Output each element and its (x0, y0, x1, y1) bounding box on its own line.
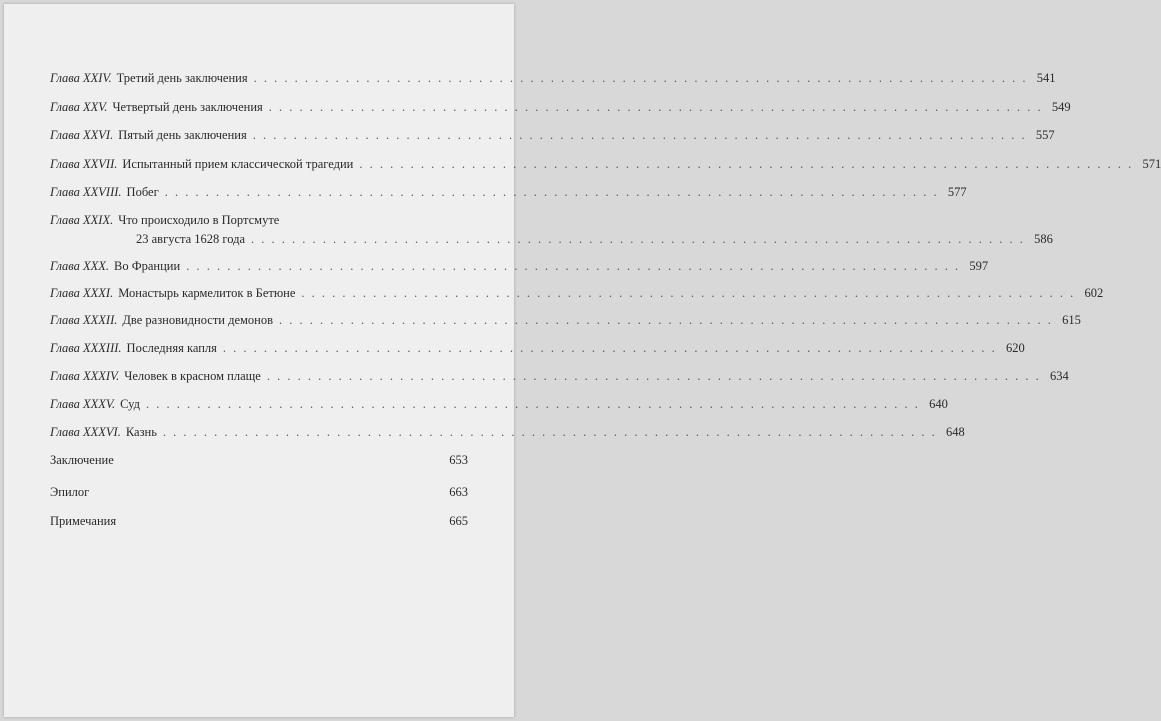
chapter-number: Глава XXXII. (50, 313, 118, 327)
page-number: 577 (947, 185, 967, 199)
section-title: Примечания (50, 514, 117, 528)
toc-entry (50, 453, 468, 468)
page-number: 602 (1084, 286, 1104, 300)
chapter-number: Глава XXIX. (50, 213, 114, 227)
dot-leader (165, 185, 939, 200)
chapter-title: Последняя капля (126, 341, 217, 355)
chapter-title: Четвертый день заключения (112, 100, 263, 114)
page-number: 549 (1051, 100, 1071, 114)
dot-leader (267, 369, 1041, 384)
chapter-number: Глава XXVI. (50, 128, 114, 142)
chapter-title: Человек в красном плаще (124, 369, 261, 383)
chapter-title-line2: 23 августа 1628 года (136, 232, 246, 246)
page-number: 665 (449, 514, 468, 528)
toc-entry (50, 286, 1104, 301)
chapter-number: Глава XXX. (50, 259, 110, 273)
toc-entry (50, 369, 1069, 384)
chapter-title: Монастырь кармелиток в Бетюне (118, 286, 296, 300)
chapter-title: Пятый день заключения (118, 128, 247, 142)
chapter-number: Глава XXVII. (50, 157, 118, 171)
toc-entry (50, 185, 967, 200)
chapter-title: Казнь (125, 425, 157, 439)
chapter-title: Две разновидности демонов (122, 313, 274, 327)
dot-leader (301, 286, 1075, 301)
page-number: 640 (929, 397, 948, 411)
section-title: Заключение (50, 453, 114, 467)
dot-leader (359, 157, 1133, 172)
page-number: 557 (1035, 128, 1055, 142)
page-number: 615 (1062, 313, 1081, 327)
page-number: 620 (1006, 341, 1025, 355)
chapter-number: Глава XXXV. (50, 397, 116, 411)
page-number: 586 (1034, 232, 1053, 246)
dot-leader (279, 313, 1053, 328)
dot-leader (254, 71, 1028, 86)
chapter-number: Глава XXV. (50, 100, 108, 114)
toc-entry (50, 100, 1071, 115)
page-number: 634 (1049, 369, 1069, 383)
toc-entry (50, 157, 1161, 172)
chapter-number: Глава XXXIII. (50, 341, 122, 355)
dot-leader (186, 259, 960, 274)
chapter-title: Что происходило в Портсмуте (118, 213, 280, 227)
chapter-number: Глава XXXIV. (50, 369, 120, 383)
section-title: Эпилог (50, 485, 90, 499)
dot-leader (146, 397, 920, 412)
chapter-title: Испытанный прием классической трагедии (122, 157, 354, 171)
toc-entry (50, 128, 1055, 143)
chapter-number: Глава XXXI. (50, 286, 114, 300)
chapter-number: Глава XXVIII. (50, 185, 122, 199)
toc-entry (50, 259, 989, 274)
toc-entry (50, 514, 468, 529)
chapter-title: Суд (120, 397, 140, 411)
chapter-title: Побег (126, 185, 159, 199)
chapter-number: Глава XXIV. (50, 71, 112, 85)
toc-entry (50, 341, 1025, 356)
chapter-title: Третий день заключения (116, 71, 248, 85)
page-number: 597 (969, 259, 989, 273)
toc-entry (50, 313, 1081, 328)
book-page (4, 4, 1161, 717)
toc-entry (50, 485, 468, 500)
toc-entry (50, 213, 1053, 247)
dot-leader (251, 232, 1025, 247)
toc-entry (50, 71, 1056, 86)
dot-leader (269, 100, 1043, 115)
table-of-contents (4, 4, 1161, 717)
toc-entry (50, 397, 948, 412)
chapter-number: Глава XXXVI. (50, 425, 121, 439)
dot-leader (163, 425, 937, 440)
page-number: 648 (946, 425, 965, 439)
page-number: 663 (449, 485, 468, 499)
page-number: 541 (1036, 71, 1056, 85)
page-number: 571 (1142, 157, 1161, 171)
dot-leader (253, 128, 1027, 143)
dot-leader (223, 341, 997, 356)
toc-entry (50, 425, 965, 440)
page-number: 653 (449, 453, 468, 467)
chapter-title: Во Франции (114, 259, 181, 273)
